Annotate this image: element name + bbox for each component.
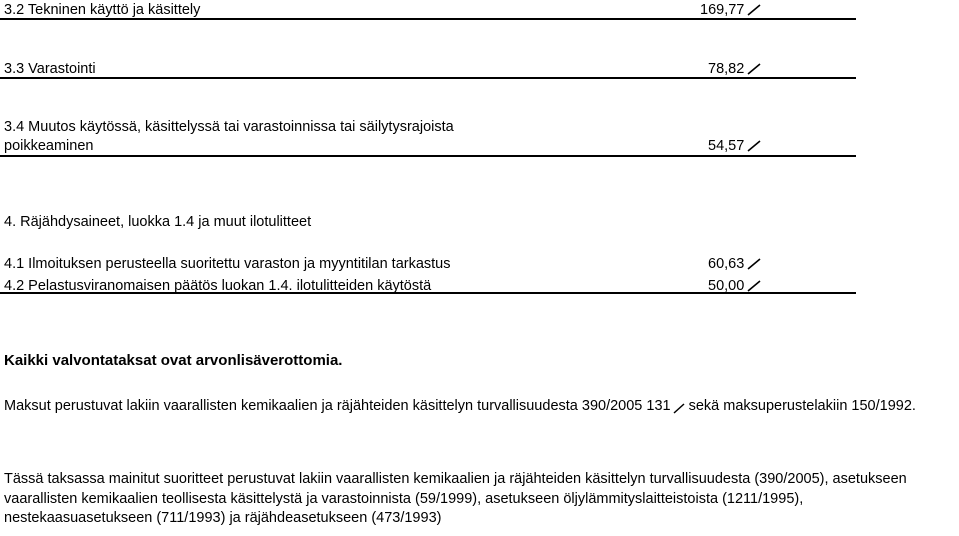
row-4-1-label: 4.1 Ilmoituksen perusteella suoritettu varaston ja myyntitilan tarkastus — [4, 256, 451, 272]
legal-basis-text-part2: sekä maksuperustelakiin 150/1992. — [684, 398, 916, 414]
divider — [0, 292, 856, 294]
row-4-2-label: 4.2 Pelastusviranomaisen päätös luokan 1.4. ilotulitteiden käytöstä — [4, 278, 432, 294]
legal-basis-paragraph — [4, 397, 954, 417]
row-3-4-label-line1: 3.4 Muutos käytössä, käsittelyssä tai varastoinnissa tai säilytysrajoista — [4, 119, 454, 135]
legal-basis-text-part1: Maksut perustuvat lakiin vaarallisten kemikaalien ja räjähteiden käsittelyn turvallisuudesta 390/2005 131 — [4, 398, 671, 414]
row-3-3-label: 3.3 Varastointi — [4, 61, 96, 77]
row-4-2-price-value: 50,00 — [708, 278, 745, 294]
euro-icon — [747, 258, 761, 270]
section-4-heading: 4. Räjähdysaineet, luokka 1.4 ja muut ilotulitteet — [4, 214, 312, 230]
euro-icon — [747, 140, 761, 152]
row-3-3-price-value: 78,82 — [708, 61, 745, 77]
row-3-4-price — [708, 136, 761, 156]
row-3-4-label-line2: poikkeaminen — [4, 138, 94, 154]
divider — [0, 155, 856, 157]
row-3-4-price-value: 54,57 — [708, 138, 745, 154]
divider — [0, 77, 856, 79]
euro-icon — [747, 280, 761, 292]
euro-icon — [747, 63, 761, 75]
euro-icon — [747, 4, 761, 16]
row-3-2-price-value: 169,77 — [700, 2, 745, 18]
row-3-2-label: 3.2 Tekninen käyttö ja käsittely — [4, 2, 201, 18]
row-4-1-price-value: 60,63 — [708, 256, 745, 272]
vat-note: Kaikki valvontataksat ovat arvonlisäverottomia. — [4, 352, 343, 369]
row-3-2-price — [700, 0, 761, 20]
row-4-1-price — [708, 254, 761, 274]
row-3-3-price — [708, 59, 761, 79]
services-paragraph: Tässä taksassa mainitut suoritteet perustuvat lakiin vaarallisten kemikaalien ja räjähteiden käsittelyn turvallisuudesta (390/2005), asetukseen vaarallisten kemikaalien teollisesta käsittelystä ja varastoinnista (59/1999), asetukseen öljylämmityslaitteistoista (1211/1995), nestekaasuasetukseen (711/1993) ja räjähdeasetukseen (473/1993) — [4, 471, 907, 526]
section-sign-icon — [673, 401, 685, 412]
divider — [0, 18, 856, 20]
